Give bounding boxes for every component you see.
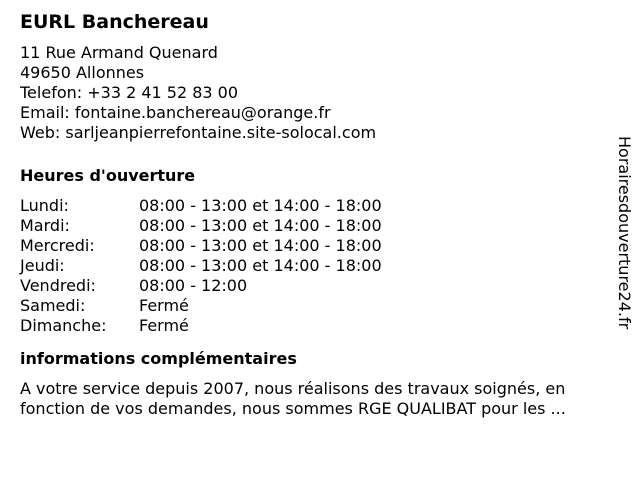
address-street: 11 Rue Armand Quenard	[20, 43, 218, 62]
day-hours: 08:00 - 12:00	[139, 276, 248, 295]
business-name: EURL Banchereau	[20, 11, 209, 33]
day-hours: 08:00 - 13:00 et 14:00 - 18:00	[139, 236, 382, 255]
hours-row-monday	[20, 196, 610, 216]
day-hours: 08:00 - 13:00 et 14:00 - 18:00	[139, 196, 382, 215]
day-label: Jeudi:	[20, 256, 65, 275]
business-card	[20, 8, 610, 419]
web-line: Web: sarljeanpierrefontaine.site-solocal.com	[20, 123, 377, 142]
email-line: Email: fontaine.banchereau@orange.fr	[20, 103, 331, 122]
hours-row-thursday	[20, 256, 610, 276]
hours-row-saturday	[20, 296, 610, 316]
hours-heading: Heures d'ouverture	[20, 166, 196, 185]
day-label: Lundi:	[20, 196, 69, 215]
day-label: Samedi:	[20, 296, 86, 315]
day-label: Dimanche:	[20, 316, 107, 335]
address-city: 49650 Allonnes	[20, 63, 145, 82]
info-description: A votre service depuis 2007, nous réalisons des travaux soignés, en fonction de vos demandes, nous sommes RGE QUALIBAT pour les ...	[20, 379, 566, 418]
hours-row-sunday	[20, 316, 610, 336]
day-hours: 08:00 - 13:00 et 14:00 - 18:00	[139, 216, 382, 235]
phone-line: Telefon: +33 2 41 52 83 00	[20, 83, 239, 102]
day-hours: 08:00 - 13:00 et 14:00 - 18:00	[139, 256, 382, 275]
day-label: Mardi:	[20, 216, 70, 235]
hours-row-wednesday	[20, 236, 610, 256]
day-label: Vendredi:	[20, 276, 96, 295]
hours-table	[20, 196, 610, 336]
hours-row-tuesday	[20, 216, 610, 236]
hours-row-friday	[20, 276, 610, 296]
info-heading: informations complémentaires	[20, 349, 297, 368]
site-watermark: Horairesdouverture24.fr	[615, 136, 634, 330]
day-label: Mercredi:	[20, 236, 95, 255]
day-hours: Fermé	[139, 296, 189, 315]
day-hours: Fermé	[139, 316, 189, 335]
